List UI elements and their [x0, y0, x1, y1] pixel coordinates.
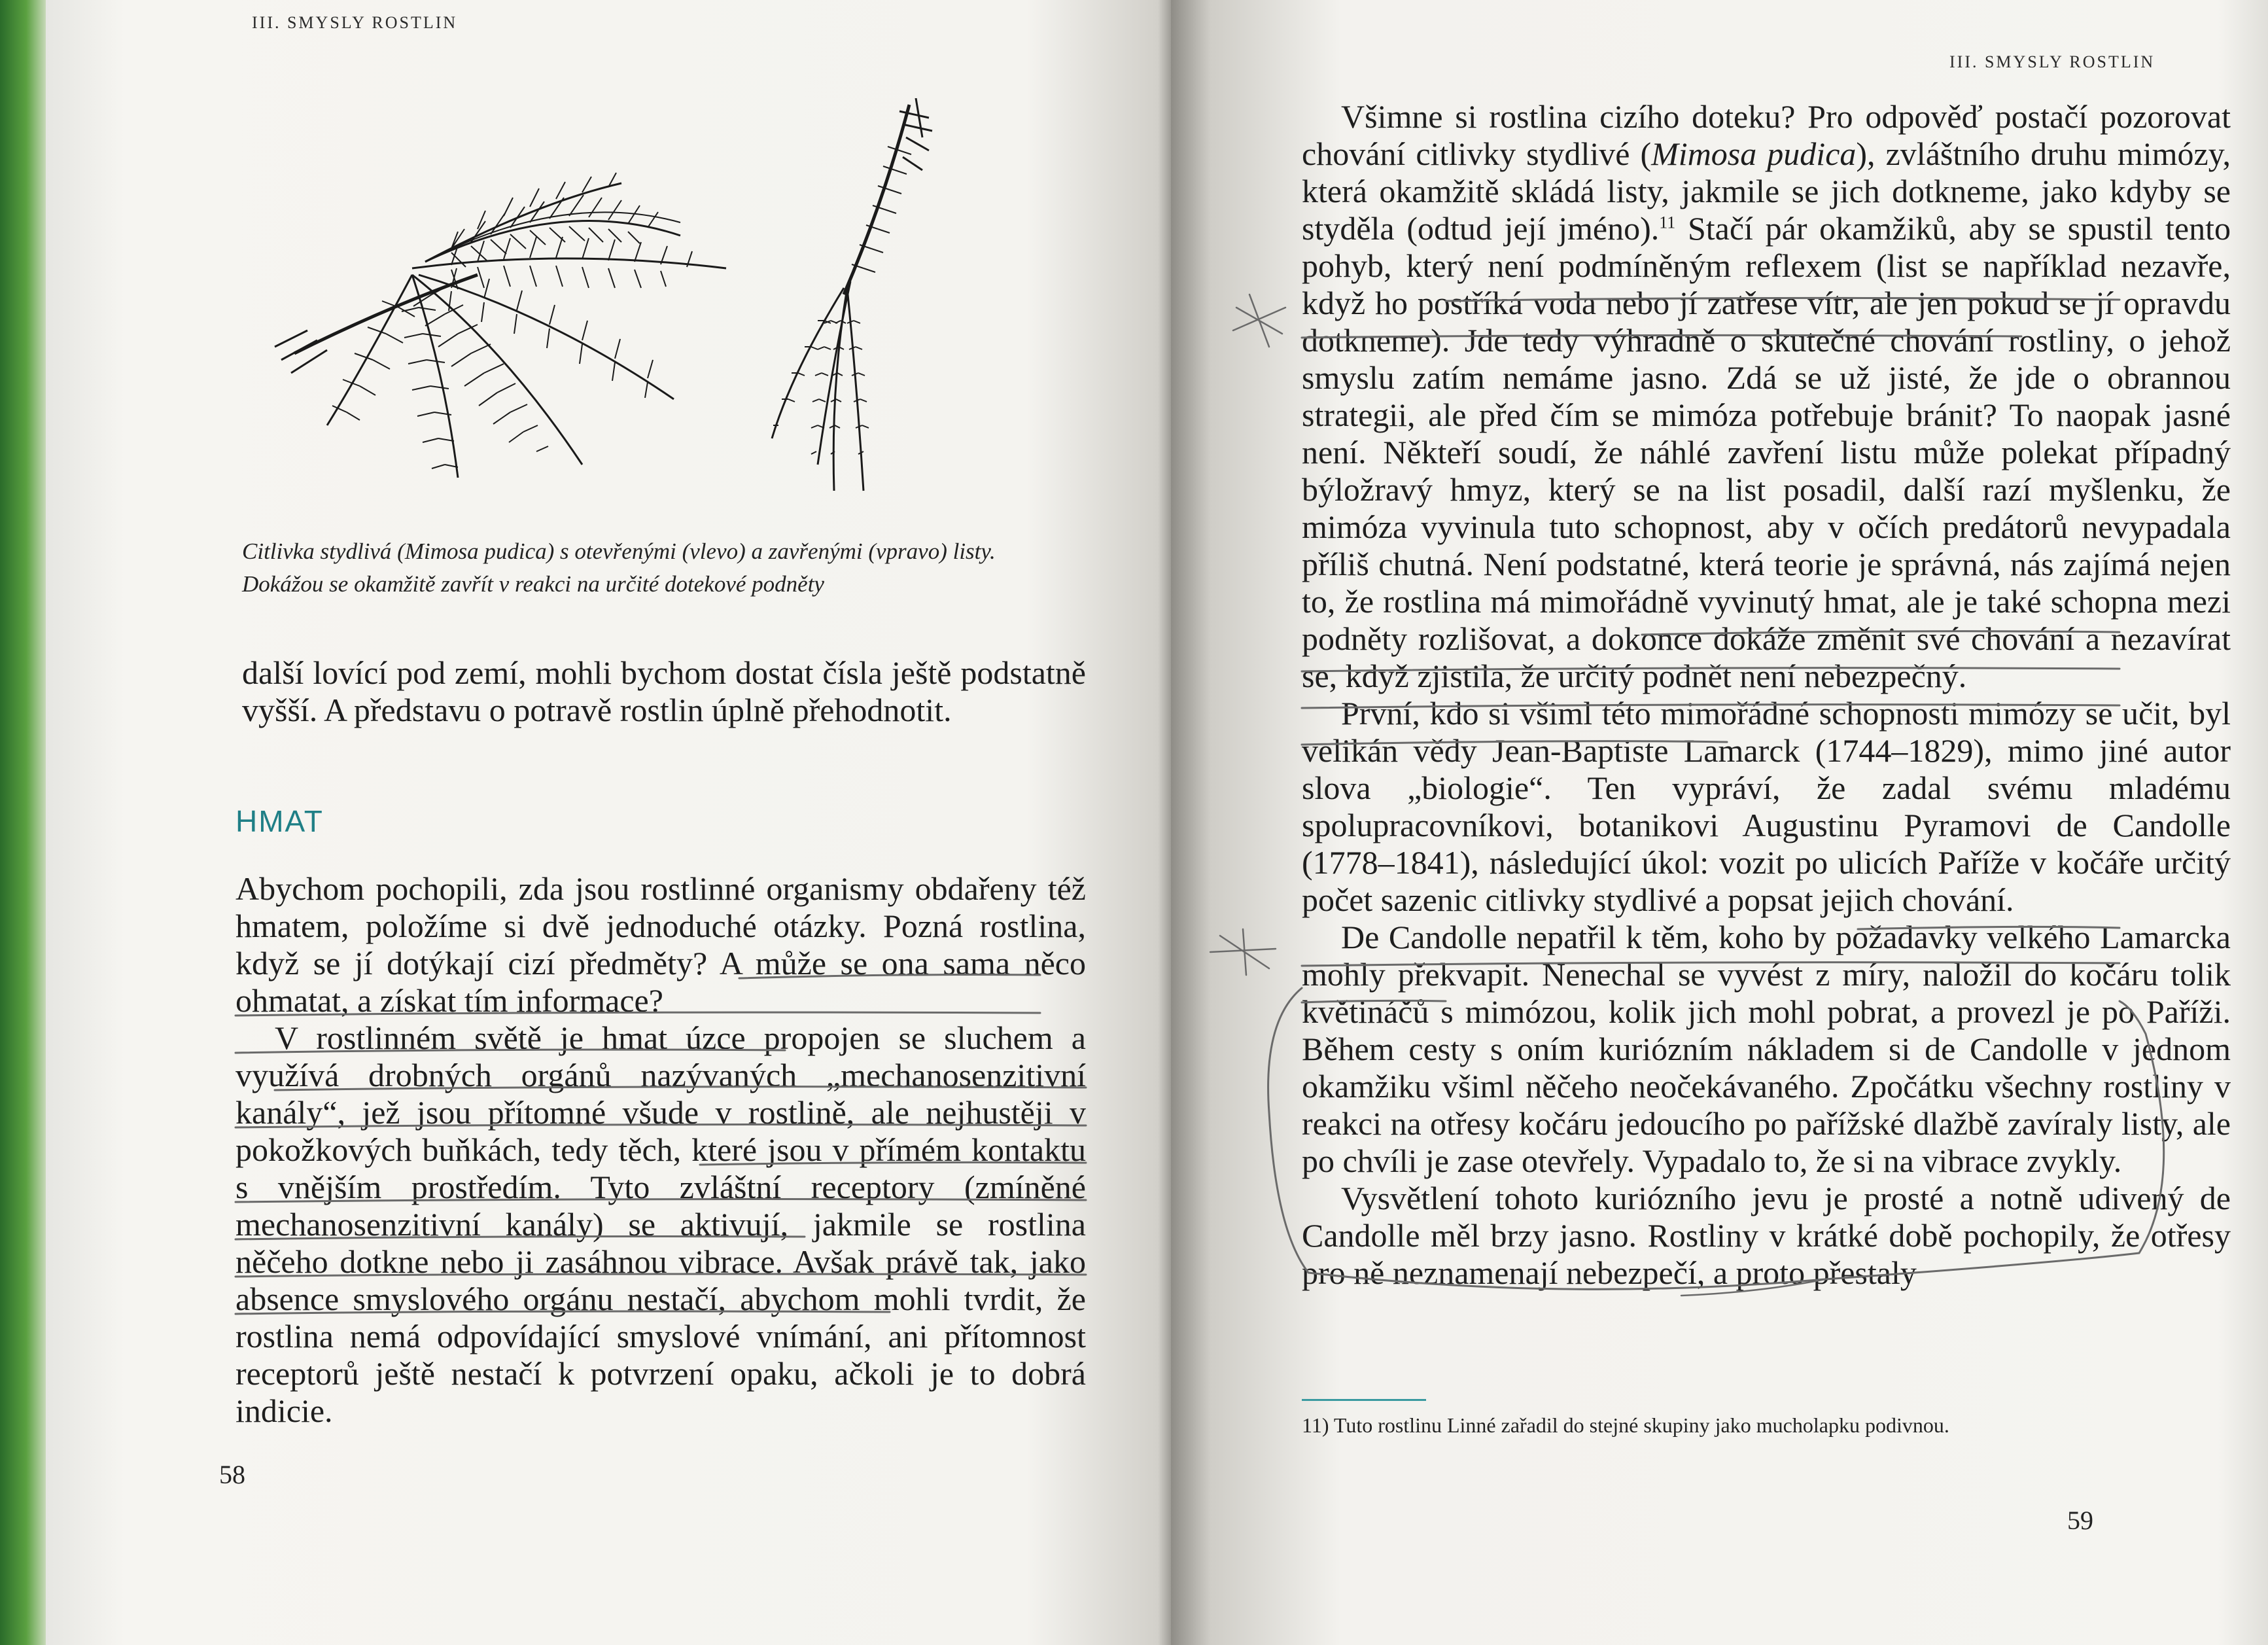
running-head-left: III. SMYSLY ROSTLIN	[252, 13, 458, 32]
paragraph-1-start: Všimne si rostlina cizího doteku? Pro odpověď postačí pozorovat chování citlivky stydlivé (	[1302, 98, 2231, 172]
paragraph-1-end: Stačí pár okamžiků, aby se spustil tento pohyb, který není podmíněným reflexem (list se například nezavře, když ho postříká voda nebo jí zatřese vítr, ale jen pokud se jí opravdu dotkneme). Jde tedy výhradně o skutečné chování rostliny, o jehož smyslu zatím nemáme jasno. Zdá se už jisté, že jde o obrannou strategii, ale před čím se mimóza potřebuje bránit? To naopak jasné není. Někteří soudí, že náhlé zavření listu může polekat případný býložravý hmyz, který se na list posadil, další razí myšlenku, že mimóza vyvinula tuto schopnost, aby v očích predátorů nevypadala příliš chutná. Není podstatné, která teorie je správná, nás zajímá nejen to, že rostlina má mimořádně vyvinutý hmat, ale je také schopna mezi podněty rozlišovat, a dokonce dokáže změnit své chování a nezavírat se, když zjistila, že určitý podnět není nebezpečný.	[1302, 210, 2231, 694]
hmat-paragraph-1: Abychom pochopili, zda jsou rostlinné organismy obdařeny též hmatem, položíme si dvě jednoduché otázky. Pozná rostlina, když se jí dotýkají cizí předměty? A může se ona sama něco ohmatat, a získat tím informace?	[236, 870, 1086, 1019]
page-number-right: 59	[2067, 1506, 2093, 1535]
running-head-right: III. SMYSLY ROSTLIN	[1949, 52, 2155, 71]
figure-caption: Citlivka stydlivá (Mimosa pudica) s otevřenými (vlevo) a zavřenými (vpravo) listy. Dokážou se okamžitě zavřít v reakci na určité dotekové podněty	[242, 539, 996, 597]
paragraph-1-mid: ), zvláštního druhu mimózy, která okamžitě skládá listy, jakmile se jich dotkneme, jako kdyby se styděla (odtud její jméno).	[1302, 135, 2231, 247]
hmat-paragraph-2: V rostlinném světě je hmat úzce propojen se sluchem a využívá drobných orgánů nazývaných „mechanosenzitivní kanály“, jež jsou přítomné všude v rostlině, ale nejhustěji v pokožkových buňkách, tedy těch, které jsou v přímém kontaktu s vnějším prostředím. Tyto zvláštní receptory (zmíněné mechanosenzitivní kanály) se aktivují, jakmile se rostlina něčeho dotkne nebo ji zasáhnou vibrace. Avšak právě tak, jako absence smyslového orgánu nestačí, abychom mohli tvrdit, že rostlina nemá odpovídající smyslové vnímání, ani přítomnost receptorů ještě nestačí k potvrzení opaku, ačkoli je to dobrá indicie.	[236, 1019, 1086, 1429]
footnote-rule	[1302, 1399, 1426, 1401]
left-body	[236, 870, 1086, 1430]
page-number-left: 58	[219, 1460, 245, 1489]
mimosa-paragraph-1	[1302, 98, 2231, 695]
right-body	[1302, 98, 2231, 1292]
footnote: 11) Tuto rostlinu Linné zařadil do stejné skupiny jako mucholapku podivnou.	[1302, 1413, 1949, 1437]
footnote-reference[interactable]: 11	[1659, 213, 1676, 232]
explanation-paragraph: Vysvětlení tohoto kuriózního jevu je prosté a notně udivený de Candolle měl brzy jasno. Rostliny v krátké době pochopily, že otřesy pro ně neznamenají nebezpečí, a proto přestaly	[1302, 1180, 2231, 1291]
lamarck-paragraph: První, kdo si všiml této mimořádné schopnosti mimózy se učit, byl velikán vědy Jean-Baptiste Lamarck (1744–1829), mimo jiné autor slova „biologie“. Ten vypráví, že zadal svému mladému spolupracovníkovi, botanikovi Augustinu Pyramovi de Candolle (1778–1841), následující úkol: vozit po ulicích Paříže v kočáře určitý počet sazenic citlivky stydlivé a popsat jejich chování.	[1302, 695, 2231, 918]
continuation-text	[242, 654, 1086, 729]
mimosa-illustration	[255, 98, 1125, 530]
candolle-paragraph: De Candolle nepatřil k těm, koho by požadavky velkého Lamarcka mohly překvapit. Nenechal se vyvést z míry, naložil do kočáru tolik květináčů s mimózou, kolik jich mohl pobrat, a provezl je po Paříži. Během cesty s oním kuriózním nákladem si de Candolle v jednom okamžiku všiml něčeho neočekávaného. Zpočátku všechny rostliny v reakci na otřesy kočáru jedoucího po pařížské dlažbě zavíraly listy, ale po chvíli je zase otevřely. Vypadalo to, že si na vibrace zvykly.	[1302, 919, 2231, 1179]
species-name: Mimosa pudica	[1651, 135, 1857, 172]
section-heading: HMAT	[236, 804, 324, 838]
left-page	[46, 0, 1171, 1645]
continuation-paragraph: další lovící pod zemí, mohli bychom dostat čísla ještě podstatně vyšší. A představu o potravě rostlin úplně přehodnotit.	[242, 654, 1086, 728]
right-page	[1171, 0, 2268, 1645]
